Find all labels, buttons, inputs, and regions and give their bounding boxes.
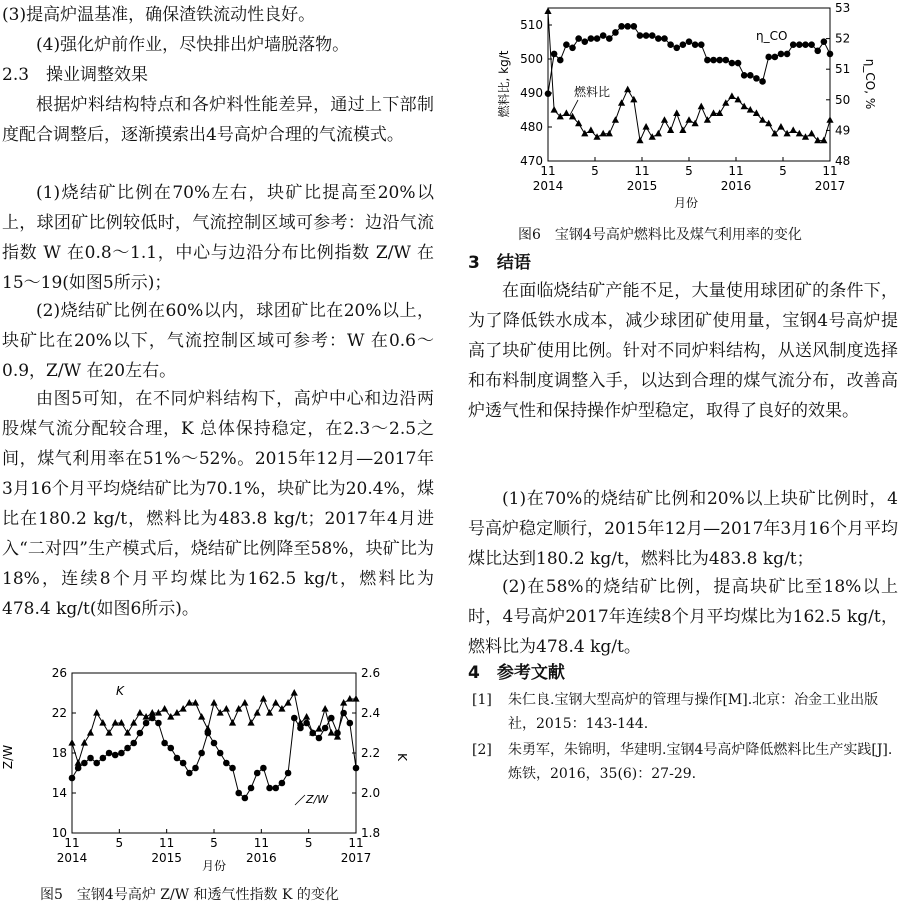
fig6-point-circle bbox=[710, 57, 717, 64]
fig5-point-circle bbox=[205, 730, 212, 737]
fig6-point-triangle bbox=[618, 99, 625, 106]
fig5-x-tick-label: 5 bbox=[304, 836, 313, 850]
fig5-year-label: 2017 bbox=[340, 851, 372, 865]
fig6-point-triangle bbox=[790, 126, 797, 133]
fig6-y-left-tick-label: 480 bbox=[520, 120, 543, 134]
fig6-point-triangle bbox=[673, 109, 680, 116]
fig5-point-triangle bbox=[93, 709, 100, 716]
fig6-point-triangle bbox=[569, 113, 576, 120]
fig6-year-label: 2015 bbox=[626, 179, 658, 193]
fig5-y-right-tick-label: 1.8 bbox=[361, 826, 381, 840]
reference-text: 朱仁良.宝钢大型高炉的管理与操作[M].北京：冶金工业出版社，2015：143-144. bbox=[508, 692, 879, 732]
fig6-point-triangle bbox=[606, 130, 613, 137]
fig5-point-triangle bbox=[161, 705, 168, 712]
fig6-point-circle bbox=[747, 72, 754, 79]
fig6-point-circle bbox=[778, 51, 785, 58]
fig5-point-triangle bbox=[291, 689, 298, 696]
fig6-point-triangle bbox=[612, 116, 619, 123]
fig6-x-tick-label: 5 bbox=[685, 164, 693, 178]
fig5-point-triangle bbox=[284, 699, 291, 706]
fig6-fuel-annotation: 燃料比 bbox=[574, 85, 611, 99]
fig5-year-label: 2015 bbox=[151, 851, 182, 865]
fig6-point-circle bbox=[796, 41, 803, 48]
reference-item-1 bbox=[468, 688, 898, 736]
fig6-point-circle bbox=[600, 32, 607, 39]
fig6-point-circle bbox=[631, 23, 638, 30]
fig6-y-left-tick-label: 490 bbox=[520, 86, 543, 100]
fig5-point-triangle bbox=[130, 719, 137, 726]
fig5-point-triangle bbox=[118, 719, 125, 726]
left-paragraph-3: 根据炉料结构特点和各炉料性能差异，通过上下部制度配合调整后，逐渐摸索出4号高炉合理的气流模式。 bbox=[2, 95, 434, 145]
fig6-point-triangle bbox=[587, 126, 594, 133]
fig6-ticks bbox=[520, 1, 850, 193]
fig5-point-circle bbox=[272, 785, 279, 792]
fig5-point-circle bbox=[347, 720, 354, 727]
fig6-point-triangle bbox=[642, 123, 649, 130]
fig6-point-circle bbox=[606, 35, 613, 42]
fig5-x-tick-label: 11 bbox=[159, 836, 175, 850]
fig5-point-circle bbox=[167, 745, 174, 752]
fig6-x-tick-label: 11 bbox=[728, 164, 744, 178]
fig5-point-circle bbox=[81, 760, 88, 767]
fig6-point-circle bbox=[594, 35, 601, 42]
fig5-point-triangle bbox=[352, 695, 359, 702]
fig6-point-circle bbox=[551, 51, 558, 58]
fig5-point-triangle bbox=[223, 705, 230, 712]
fig6-point-triangle bbox=[661, 116, 668, 123]
fig5-point-triangle bbox=[217, 709, 224, 716]
fig6-point-circle bbox=[729, 60, 736, 67]
fig5-point-circle bbox=[211, 740, 218, 747]
fig6-point-circle bbox=[680, 41, 687, 48]
fig5-point-circle bbox=[87, 755, 94, 762]
section-heading-2-3: 2.3 操业调整效果 bbox=[2, 65, 149, 85]
fig6-point-triangle bbox=[728, 92, 735, 99]
fig5-point-circle bbox=[223, 760, 230, 767]
fig6-point-circle bbox=[716, 57, 723, 64]
fig5-point-triangle bbox=[260, 695, 267, 702]
fig6-point-triangle bbox=[692, 120, 699, 127]
fig6-point-circle bbox=[765, 54, 772, 61]
fig6-point-triangle bbox=[826, 116, 833, 123]
fig5-point-circle bbox=[322, 725, 329, 732]
fig5-point-triangle bbox=[186, 699, 193, 706]
fig6-point-triangle bbox=[551, 106, 558, 113]
fig6-point-circle bbox=[814, 48, 821, 55]
fig5-point-circle bbox=[69, 775, 76, 782]
fig5-point-circle bbox=[161, 740, 168, 747]
fig5-point-triangle bbox=[198, 713, 205, 720]
fig5-point-circle bbox=[106, 750, 113, 757]
fig5-point-circle bbox=[112, 752, 119, 759]
fig5-point-triangle bbox=[142, 713, 149, 720]
fig5-k-annotation: K bbox=[116, 684, 124, 698]
fig5-point-triangle bbox=[266, 709, 273, 716]
fig6-point-circle bbox=[784, 51, 791, 58]
fig5-point-circle bbox=[254, 770, 261, 777]
fig6-point-triangle bbox=[630, 96, 637, 103]
figure-6-caption: 图6 宝钢4号高炉燃料比及煤气利用率的变化 bbox=[518, 227, 802, 243]
fig5-point-circle bbox=[266, 785, 273, 792]
fig6-point-circle bbox=[588, 35, 595, 42]
fig5-point-triangle bbox=[340, 699, 347, 706]
fig5-point-triangle bbox=[155, 709, 162, 716]
fig6-point-circle bbox=[753, 75, 760, 82]
fig6-point-circle bbox=[618, 23, 625, 30]
fig5-point-circle bbox=[291, 715, 298, 722]
fig5-point-circle bbox=[303, 720, 310, 727]
left-paragraph-2: (4)强化炉前作业，尽快排出炉墙脱落物。 bbox=[36, 35, 350, 55]
fig5-y-left-tick-label: 10 bbox=[51, 826, 67, 840]
fig5-y-left-tick-label: 18 bbox=[51, 746, 67, 760]
fig5-point-triangle bbox=[229, 719, 236, 726]
fig6-point-circle bbox=[581, 38, 588, 45]
figure-5-caption: 图5 宝钢4号高炉 Z/W 和透气性指数 K 的变化 bbox=[40, 887, 339, 903]
fig6-x-tick-label: 5 bbox=[779, 164, 787, 178]
fig6-point-triangle bbox=[685, 116, 692, 123]
fig5-point-circle bbox=[260, 765, 267, 772]
fig5-point-circle bbox=[248, 785, 255, 792]
fig5-x-tick-label: 5 bbox=[210, 836, 218, 850]
fig6-point-triangle bbox=[747, 106, 754, 113]
fig5-y-right-tick-label: 2.6 bbox=[361, 666, 381, 680]
fig6-point-triangle bbox=[698, 103, 705, 110]
fig6-year-label: 2017 bbox=[814, 179, 846, 193]
fig5-point-circle bbox=[149, 715, 156, 722]
fig6-point-circle bbox=[808, 41, 815, 48]
fig5-point-circle bbox=[242, 795, 249, 802]
left-paragraph-5: (2)烧结矿比例在60%以内，球团矿比在20%以上，块矿比在20%以下，气流控制区域可参考：W 在0.6～0.9，Z/W 在20左右。 bbox=[2, 301, 434, 381]
fig5-point-circle bbox=[180, 760, 187, 767]
fig6-point-circle bbox=[673, 44, 680, 51]
fig5-y-right-tick-label: 2.2 bbox=[361, 746, 381, 760]
fig6-point-triangle bbox=[600, 130, 607, 137]
fig6-y-right-tick-label: 48 bbox=[835, 154, 851, 168]
fig6-point-triangle bbox=[636, 137, 643, 144]
fig6-point-circle bbox=[624, 23, 631, 30]
fig5-point-triangle bbox=[210, 699, 217, 706]
fig5-year-label: 2014 bbox=[56, 851, 88, 865]
fig5-y-right-tick-label: 2.4 bbox=[361, 706, 381, 720]
fig5-x-tick-label: 5 bbox=[115, 836, 124, 850]
fig5-point-circle bbox=[328, 715, 335, 722]
fig5-point-circle bbox=[118, 750, 125, 757]
fig5-point-circle bbox=[340, 710, 347, 717]
fig5-year-label: 2016 bbox=[246, 851, 277, 865]
fig6-series bbox=[544, 7, 833, 143]
fig6-x-tick-label: 5 bbox=[591, 164, 599, 178]
fig6-point-triangle bbox=[734, 96, 741, 103]
reference-number: [1] bbox=[472, 692, 492, 708]
fig6-point-circle bbox=[722, 57, 729, 64]
fig5-ticks bbox=[52, 666, 380, 865]
fig6-point-circle bbox=[655, 35, 662, 42]
reference-number: [2] bbox=[472, 742, 492, 758]
left-paragraph-4: (1)烧结矿比例在70%左右，块矿比提高至20%以上，球团矿比例较低时，气流控制区域可参考：边沿气流指数 W 在0.8～1.1，中心与边沿分布比例指数 Z/W 在15～19(如图5所示)； bbox=[2, 183, 434, 293]
fig6-point-circle bbox=[612, 29, 619, 36]
fig5-point-circle bbox=[334, 730, 341, 737]
fig6-point-circle bbox=[692, 41, 699, 48]
fig5-point-triangle bbox=[112, 719, 119, 726]
fig5-point-circle bbox=[316, 735, 323, 742]
fig5-point-circle bbox=[309, 730, 316, 737]
fig5-point-circle bbox=[186, 770, 193, 777]
fig5-y-right-tick-label: 2.0 bbox=[361, 786, 381, 800]
fig5-point-circle bbox=[130, 740, 137, 747]
fig6-point-triangle bbox=[753, 109, 760, 116]
fig5-point-circle bbox=[143, 720, 150, 727]
fig6-point-triangle bbox=[710, 109, 717, 116]
fig6-point-triangle bbox=[563, 109, 570, 116]
fig5-y-left-tick-label: 14 bbox=[51, 786, 67, 800]
left-paragraph-1: (3)提高炉温基准，确保渣铁流动性良好。 bbox=[2, 5, 316, 25]
fig5-point-triangle bbox=[247, 719, 254, 726]
fig5-point-circle bbox=[353, 765, 360, 772]
fig6-point-triangle bbox=[716, 109, 723, 116]
fig5-point-circle bbox=[100, 755, 107, 762]
fig6-point-circle bbox=[643, 32, 650, 39]
fig6-point-circle bbox=[759, 78, 766, 85]
fig6-point-circle bbox=[772, 54, 779, 61]
fig6-point-triangle bbox=[679, 126, 686, 133]
fig6-point-circle bbox=[661, 35, 668, 42]
fig6-point-circle bbox=[649, 32, 656, 39]
fig6-point-triangle bbox=[820, 137, 827, 144]
fig5-point-triangle bbox=[254, 709, 261, 716]
fig6-point-circle bbox=[667, 41, 674, 48]
fig5-point-triangle bbox=[99, 719, 106, 726]
fig6-point-circle bbox=[827, 51, 834, 58]
fig5-y-left-label: Z/W bbox=[1, 744, 15, 770]
fig5-point-circle bbox=[229, 765, 236, 772]
fig6-etaco-annotation: η_CO bbox=[756, 29, 788, 43]
fig6-point-triangle bbox=[667, 126, 674, 133]
fig5-point-triangle bbox=[346, 695, 353, 702]
fig6-point-triangle bbox=[802, 133, 809, 140]
fig6-y-right-tick-label: 53 bbox=[835, 1, 851, 15]
fig6-point-circle bbox=[698, 41, 705, 48]
fig5-point-triangle bbox=[105, 729, 112, 736]
fig6-point-circle bbox=[563, 41, 570, 48]
fig5-y-right-label: K bbox=[395, 753, 409, 761]
fig6-y-right-tick-label: 52 bbox=[835, 31, 851, 46]
fig5-point-triangle bbox=[322, 705, 329, 712]
section-heading-4: 4 参考文献 bbox=[468, 663, 565, 683]
fig5-point-triangle bbox=[81, 739, 88, 746]
left-paragraph-6: 由图5可知，在不同炉料结构下，高炉中心和边沿两股煤气流分配较合理，K 总体保持稳定，在2.3～2.5之间，煤气利用率在51%～52%。2015年12月—2017年3月16个月平均烧结矿比为70.1%，块矿比为20.4%，煤比在180.2 kg/t，燃料比为483.8 kg/t；2017年4月进入“二对四”生产模式后，烧结矿比例降至58%，块矿比为18%，连续8个月平均煤比为162.5 kg/t，燃料比为478.4 kg/t(如图6所示)。 bbox=[2, 389, 434, 619]
fig6-point-circle bbox=[569, 44, 576, 51]
fig6-y-right-label: η_CO, % bbox=[863, 58, 877, 110]
fig5-point-circle bbox=[124, 745, 131, 752]
fig5-point-triangle bbox=[192, 699, 199, 706]
fig6-x-tick-label: 11 bbox=[822, 164, 838, 178]
fig5-point-circle bbox=[235, 790, 242, 797]
fig5-point-triangle bbox=[303, 713, 310, 720]
fig6-point-triangle bbox=[796, 130, 803, 137]
fig6-point-circle bbox=[557, 57, 564, 64]
fig6-point-circle bbox=[802, 41, 809, 48]
fig6-point-circle bbox=[686, 38, 693, 45]
fig5-point-triangle bbox=[124, 729, 131, 736]
reference-text: 朱勇军，朱锦明，华建明.宝钢4号高炉降低燃料比生产实践[J].炼铁，2016，35(6)：27-29. bbox=[508, 742, 893, 782]
fig6-y-left-tick-label: 510 bbox=[520, 18, 543, 32]
fig5-x-label: 月份 bbox=[201, 859, 227, 873]
fig5-point-triangle bbox=[241, 699, 248, 706]
fig5-point-triangle bbox=[68, 739, 75, 746]
fig5-point-triangle bbox=[136, 709, 143, 716]
fig6-point-triangle bbox=[808, 130, 815, 137]
fig5-y-left-tick-label: 26 bbox=[51, 666, 67, 680]
fig6-year-label: 2014 bbox=[532, 179, 564, 193]
fig6-point-circle bbox=[821, 38, 828, 45]
fig6-point-triangle bbox=[765, 120, 772, 127]
fig6-y-right-tick-label: 51 bbox=[835, 62, 851, 77]
fig5-y-left-tick-label: 22 bbox=[51, 706, 67, 720]
fig6-point-circle bbox=[637, 32, 644, 39]
fig5-point-triangle bbox=[149, 709, 156, 716]
fig5-point-circle bbox=[198, 750, 205, 757]
fig5-zw-annotation: Z/W bbox=[306, 793, 329, 806]
figure-6-chart bbox=[490, 0, 880, 215]
fig5-point-triangle bbox=[328, 729, 335, 736]
fig6-x-tick-label: 11 bbox=[540, 164, 556, 178]
fig6-point-circle bbox=[704, 57, 711, 64]
fig5-point-circle bbox=[137, 730, 144, 737]
fig5-point-circle bbox=[297, 725, 304, 732]
section-heading-3: 3 结语 bbox=[468, 253, 531, 273]
fig5-point-triangle bbox=[75, 759, 82, 766]
fig5-point-circle bbox=[192, 765, 199, 772]
figure-5-chart bbox=[0, 655, 450, 880]
fig6-fuel-leader bbox=[570, 100, 578, 115]
fig6-point-triangle bbox=[777, 123, 784, 130]
fig5-point-triangle bbox=[87, 729, 94, 736]
fig5-point-circle bbox=[217, 750, 224, 757]
fig6-point-circle bbox=[790, 41, 797, 48]
fig5-x-tick-label: 11 bbox=[348, 836, 364, 850]
fig5-zw-leader bbox=[295, 795, 305, 805]
fig6-point-triangle bbox=[624, 86, 631, 93]
fig6-y-left-tick-label: 500 bbox=[520, 52, 543, 66]
fig6-point-circle bbox=[575, 35, 582, 42]
fig5-x-tick-label: 11 bbox=[64, 836, 80, 850]
fig6-year-label: 2016 bbox=[720, 179, 752, 193]
fig6-x-label: 月份 bbox=[673, 196, 699, 210]
fig5-point-circle bbox=[285, 770, 292, 777]
right-paragraph-1: 在面临烧结矿产能不足，大量使用球团矿的条件下，为了降低铁水成本，减少球团矿使用量，宝钢4号高炉提高了块矿使用比例。针对不同炉料结构，从送风制度选择和布料制度调整入手，以达到合理的煤气流分布，改善高炉透气性和保持操作炉型稳定，取得了良好的效果。 bbox=[468, 281, 898, 421]
right-paragraph-3: (2)在58%的烧结矿比例，提高块矿比至18%以上时，4号高炉2017年连续8个月平均煤比为162.5 kg/t，燃料比为478.4 kg/t。 bbox=[468, 577, 898, 657]
fig5-point-triangle bbox=[272, 699, 279, 706]
fig6-y-left-label: 燃料比, kg/t bbox=[497, 50, 511, 118]
right-paragraph-2: (1)在70%的烧结矿比例和20%以上块矿比例时，4号高炉稳定顺行，2015年12月—2017年3月16个月平均煤比达到180.2 kg/t，燃料比为483.8 kg/t； bbox=[468, 489, 898, 569]
reference-item-2 bbox=[468, 738, 898, 786]
fig6-point-circle bbox=[545, 90, 552, 97]
fig6-point-circle bbox=[741, 72, 748, 79]
fig6-point-triangle bbox=[655, 130, 662, 137]
fig5-point-circle bbox=[279, 780, 286, 787]
fig6-point-circle bbox=[735, 60, 742, 67]
fig6-y-left-tick-label: 470 bbox=[520, 154, 543, 168]
fig6-point-triangle bbox=[649, 133, 656, 140]
fig5-x-tick-label: 11 bbox=[253, 836, 269, 850]
fig5-point-circle bbox=[75, 765, 82, 772]
fig5-series bbox=[68, 689, 359, 801]
fig6-y-right-tick-label: 50 bbox=[835, 92, 851, 107]
fig5-point-circle bbox=[93, 760, 100, 767]
fig6-y-right-tick-label: 49 bbox=[835, 123, 851, 138]
fig5-point-triangle bbox=[173, 709, 180, 716]
fig5-point-circle bbox=[155, 720, 162, 727]
fig5-point-triangle bbox=[315, 725, 322, 732]
fig5-point-circle bbox=[174, 755, 181, 762]
fig6-x-tick-label: 11 bbox=[634, 164, 650, 178]
fig6-point-triangle bbox=[581, 130, 588, 137]
